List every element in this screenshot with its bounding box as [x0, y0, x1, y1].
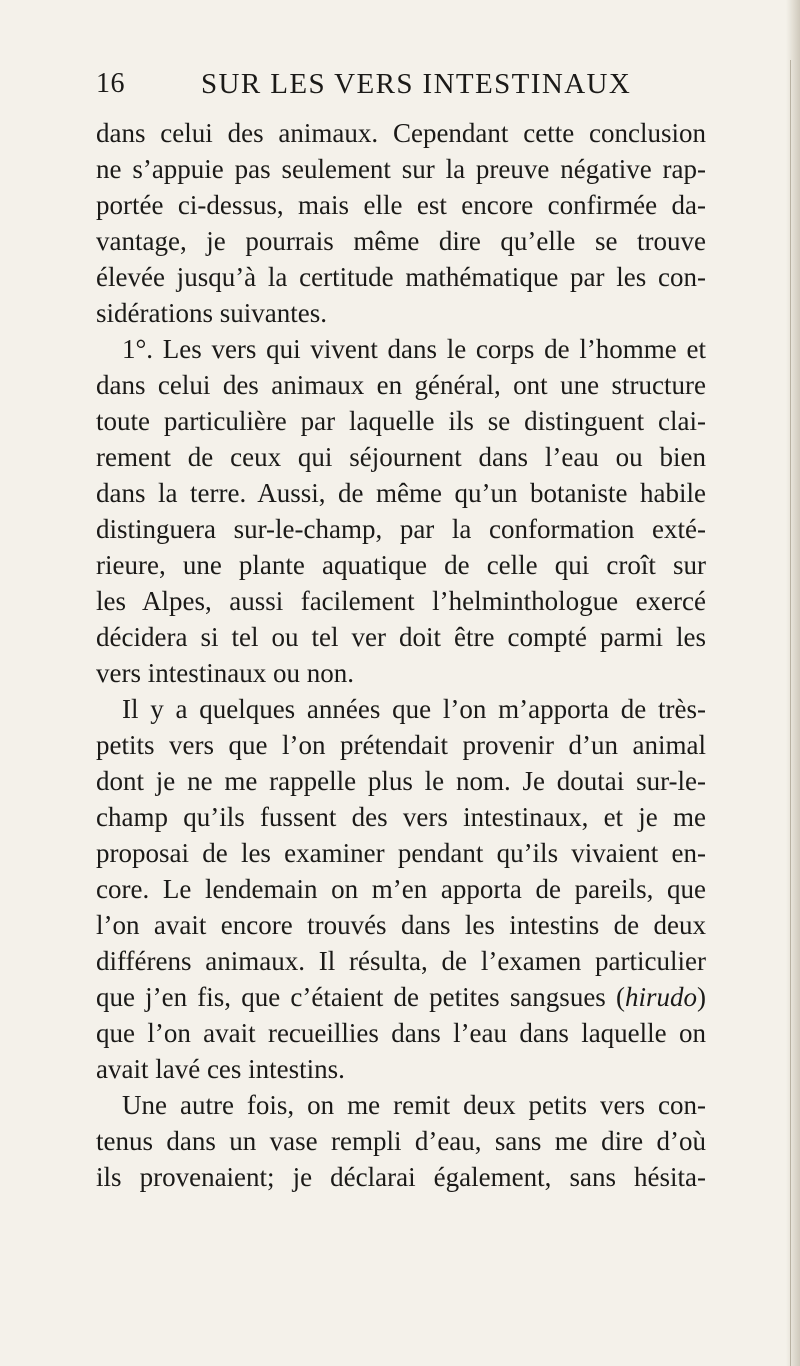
closing-paren: ): [697, 982, 706, 1012]
text-line: Il y a quelques années que l’on m’apporta de très-: [122, 694, 706, 724]
text-line: dans celui des animaux en général, ont une structure: [96, 370, 706, 400]
text-line: portée ci-dessus, mais elle est encore confirmée da-: [96, 190, 706, 220]
text-line: les Alpes, aussi facilement l’helminthologue exercé: [96, 586, 706, 616]
text-line: Une autre fois, on me remit deux petits vers con-: [122, 1090, 706, 1120]
text-line: tenus dans un vase rempli d’eau, sans me dire d’où: [96, 1126, 706, 1156]
text-line: dans la terre. Aussi, de même qu’un botaniste habile: [96, 478, 706, 508]
page-edge-line: [790, 60, 791, 1366]
text-line: vers intestinaux ou non.: [96, 658, 354, 688]
text-line: petits vers que l’on prétendait provenir d’un animal: [96, 730, 706, 760]
body-text: [96, 115, 706, 1195]
text-line: dans celui des animaux. Cependant cette conclusion: [96, 118, 706, 148]
text-line: vantage, je pourrais même dire qu’elle se trouve: [96, 226, 706, 256]
text-line: distinguera sur-le-champ, par la conformation exté-: [96, 514, 706, 544]
running-title: SUR LES VERS INTESTINAUX: [201, 68, 632, 100]
page-edge-shadow: [786, 0, 800, 1366]
text-line: ne s’appuie pas seulement sur la preuve négative rap-: [96, 154, 706, 184]
text-line: élevée jusqu’à la certitude mathématique par les con-: [96, 262, 706, 292]
page-number: 16: [96, 68, 125, 99]
italic-term: hirudo: [624, 982, 697, 1012]
text-line: toute particulière par laquelle ils se distinguent clai-: [96, 406, 706, 436]
text-line: que l’on avait recueillies dans l’eau dans laquelle on: [96, 1018, 706, 1048]
text-line: 1°. Les vers qui vivent dans le corps de l’homme et: [122, 334, 706, 364]
text-line: ils provenaient; je déclarai également, sans hésita-: [96, 1162, 706, 1192]
text-line-segment: que j’en fis, que c’étaient de petites sangsues (: [96, 982, 625, 1012]
text-line-with-italic: [96, 979, 706, 1015]
text-line: rement de ceux qui séjournent dans l’eau ou bien: [96, 442, 706, 472]
text-line: avait lavé ces intestins.: [96, 1054, 345, 1084]
text-line: core. Le lendemain on m’en apporta de pareils, que: [96, 874, 706, 904]
text-line: proposai de les examiner pendant qu’ils vivaient en-: [96, 838, 706, 868]
page-header: [96, 68, 696, 108]
text-line: l’on avait encore trouvés dans les intestins de deux: [96, 910, 706, 940]
text-line: sidérations suivantes.: [96, 298, 327, 328]
text-line: rieure, une plante aquatique de celle qui croît sur: [96, 550, 706, 580]
text-line: champ qu’ils fussent des vers intestinaux, et je me: [96, 802, 706, 832]
text-line: décidera si tel ou tel ver doit être compté parmi les: [96, 622, 706, 652]
text-line: différens animaux. Il résulta, de l’examen particulier: [96, 946, 706, 976]
text-line: dont je ne me rappelle plus le nom. Je doutai sur-le-: [96, 766, 706, 796]
